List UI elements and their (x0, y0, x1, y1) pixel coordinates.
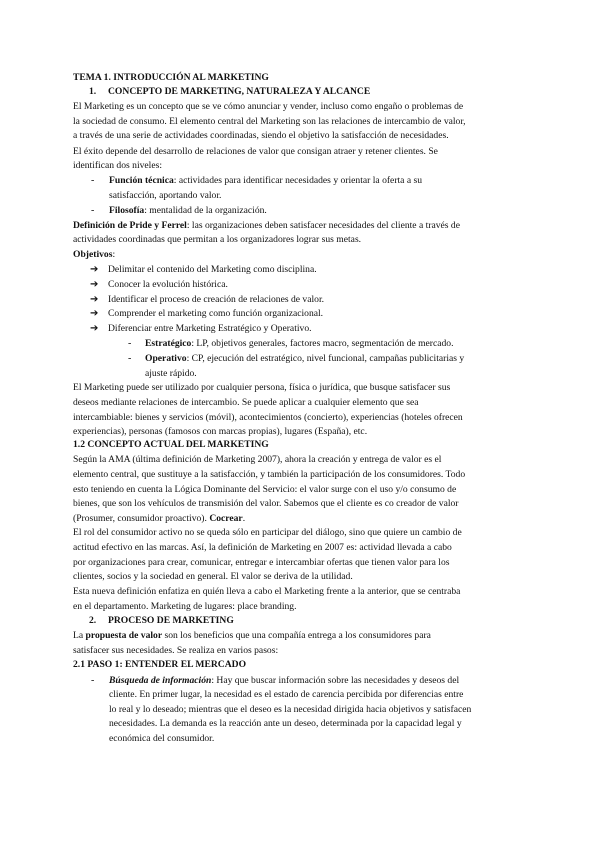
list-item: Filosofía: mentalidad de la organización. (109, 205, 267, 216)
objetivos-label: Objetivos: (73, 249, 116, 260)
list-item: Delimitar el contenido del Marketing como disciplina. (108, 264, 317, 275)
list-item-continuation: lo real y lo deseado; mientras que el deseo es la necesidad dirigida hacia objetivos y satisfacen (109, 704, 472, 715)
paragraph-line: (Prosumer, consumidor proactivo). Cocrear. (73, 513, 246, 524)
bullet-dash: - (91, 205, 95, 216)
term-funcion-tecnica: Función técnica (109, 175, 174, 186)
arrow-icon: ➔ (90, 323, 99, 334)
list-item: Diferenciar entre Marketing Estratégico y Operativo. (108, 323, 312, 334)
paragraph-line: en el departamento. Marketing de lugares: place branding. (73, 601, 297, 612)
paragraph-line: esto teniendo en cuenta la Lógica Dominante del Servicio: el valor surge con el uso y/o consumo de (73, 484, 457, 495)
sub-list-item: Estratégico: LP, objetivos generales, factores macro, segmentación de mercado. (145, 338, 454, 349)
paragraph-line: identifican dos niveles: (73, 160, 162, 171)
term-filosofia: Filosofía (109, 205, 145, 216)
paragraph-line: a través de una serie de actividades coordinadas, siendo el objetivo la satisfacción de necesidades. (73, 130, 449, 141)
term-estrategico: Estratégico (145, 338, 192, 349)
term-busqueda-informacion: Búsqueda de información (109, 675, 212, 686)
term-cocrear: Cocrear (209, 513, 243, 524)
section-1-title: CONCEPTO DE MARKETING, NATURALEZA Y ALCANCE (108, 86, 371, 97)
sub-list-item-continuation: ajuste rápido. (145, 368, 197, 379)
list-item: Búsqueda de información: Hay que buscar información sobre las necesidades y deseos del (109, 675, 460, 686)
term-definicion: Definición de Pride y Ferrel (73, 220, 187, 231)
arrow-icon: ➔ (90, 264, 99, 275)
paragraph-line: Según la AMA (última definición de Marketing 2007), ahora la creación y entrega de valor es el (73, 454, 442, 465)
paragraph-line: experiencias), personas (famosos con marcas propias), lugares (España), etc. (73, 426, 368, 437)
section-1-2-title: 1.2 CONCEPTO ACTUAL DEL MARKETING (73, 439, 269, 450)
list-item: Comprender el marketing como función organizacional. (108, 308, 324, 319)
tema-title: TEMA 1. INTRODUCCIÓN AL MARKETING (73, 72, 269, 83)
bullet-dash: - (128, 353, 132, 364)
paragraph-line: El Marketing es un concepto que se ve cómo anunciar y vender, incluso como engaño o problemas de (73, 101, 464, 112)
section-2-number: 2. (89, 615, 97, 626)
paragraph-line: Esta nueva definición enfatiza en quién lleva a cabo el Marketing frente a la anterior, que se centraba (73, 586, 461, 597)
section-2-title: PROCESO DE MARKETING (108, 615, 234, 626)
paragraph-line: deseos mediante relaciones de intercambio. Se puede aplicar a cualquier elemento que sea (73, 397, 419, 408)
paragraph-line: intercambiable: bienes y servicios (móvil), acontecimientos (concierto), experiencias (hoteles ofrecen (73, 412, 463, 423)
paragraph-line: bienes, que son los vehículos de transmisión del valor. Sabemos que el cliente es co creador de valor (73, 498, 459, 509)
term-operativo: Operativo (145, 353, 187, 364)
list-item: Función técnica: actividades para identificar necesidades y orientar la oferta a su (109, 175, 423, 186)
list-item-continuation: satisfacción, aportando valor. (109, 190, 222, 201)
bullet-dash: - (91, 675, 95, 686)
arrow-icon: ➔ (90, 279, 99, 290)
list-item-continuation: económica del consumidor. (109, 733, 215, 744)
arrow-icon: ➔ (90, 294, 99, 305)
paragraph-line: El éxito depende del desarrollo de relaciones de valor que consigan atraer y retener clientes. Se (73, 146, 438, 157)
paragraph-line: satisfacer sus necesidades. Se realiza en varios pasos: (73, 645, 279, 656)
paragraph-line: por organizaciones para crear, comunicar, entregar e intercambiar ofertas que tienen valor para los (73, 557, 450, 568)
term-propuesta-de-valor: propuesta de valor (85, 630, 163, 641)
paragraph-line: El Marketing puede ser utilizado por cualquier persona, física o jurídica, que busque satisfacer sus (73, 382, 451, 393)
paragraph-line: elemento central, que sustituye a la satisfacción, y también la participación de los consumidores. Todo (73, 469, 466, 480)
list-item-continuation: cliente. En primer lugar, la necesidad es el estado de carencia percibida por diferencias entre (109, 689, 464, 700)
definition-line: Definición de Pride y Ferrel: las organizaciones deben satisfacer necesidades del cliente a través de (73, 220, 460, 231)
bullet-dash: - (128, 338, 132, 349)
list-item: Conocer la evolución histórica. (108, 279, 228, 290)
paragraph-line: actividades coordinadas que permitan a los organizadores lograr sus metas. (73, 234, 362, 245)
paragraph-line: clientes, socios y la sociedad en general. El valor se deriva de la utilidad. (73, 571, 353, 582)
paragraph-line: El rol del consumidor activo no se queda sólo en participar del diálogo, sino que quiere un cambio de (73, 527, 462, 538)
list-item-continuation: necesidades. La demanda es la reacción ante un deseo, determinada por la capacidad legal y (109, 718, 462, 729)
bullet-dash: - (91, 175, 95, 186)
paragraph-line: la sociedad de consumo. El elemento central del Marketing son las relaciones de intercambio de valor, (73, 116, 466, 127)
sub-list-item: Operativo: CP, ejecución del estratégico, nivel funcional, campañas publicitarias y (145, 353, 465, 364)
list-item: Identificar el proceso de creación de relaciones de valor. (108, 294, 325, 305)
arrow-icon: ➔ (90, 308, 99, 319)
paragraph-line: La propuesta de valor son los beneficios que una compañía entrega a los consumidores para (73, 630, 431, 641)
section-2-1-title: 2.1 PASO 1: ENTENDER EL MERCADO (73, 659, 247, 670)
paragraph-line: actitud efectivo en las marcas. Así, la definición de Marketing en 2007 es: actividad llevada a cabo (73, 542, 452, 553)
section-1-number: 1. (89, 86, 97, 97)
